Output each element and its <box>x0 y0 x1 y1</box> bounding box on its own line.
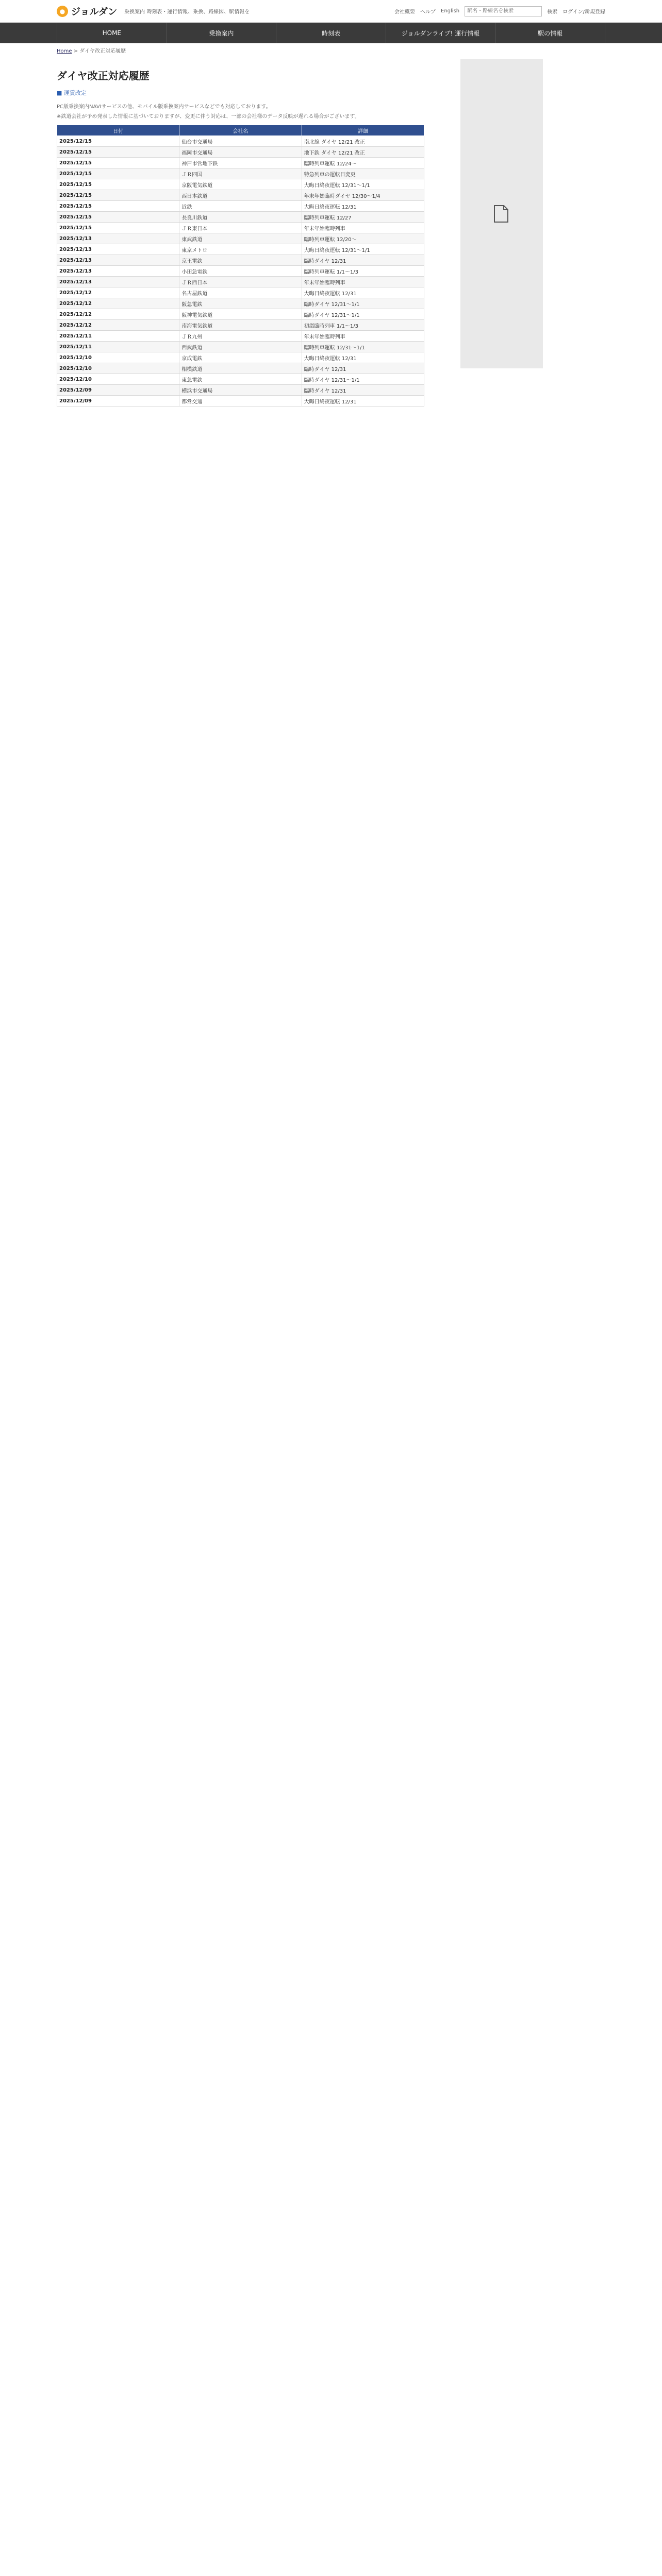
row-company: 西日本鉄道 <box>179 190 302 201</box>
document-icon <box>493 205 509 223</box>
nav-live[interactable]: ジョルダンライブ! 運行情報 <box>386 23 496 43</box>
search-button[interactable]: 検索 <box>547 9 558 15</box>
top-header <box>0 0 662 23</box>
table-row <box>57 331 424 342</box>
header-detail: 詳細 <box>302 125 424 136</box>
row-detail: 臨時ダイヤ 12/31～1/1 <box>302 309 424 320</box>
row-company: ＪＲ九州 <box>179 331 302 342</box>
row-date: 2025/12/13 <box>57 266 179 277</box>
tagline: 乗換案内 時刻表・運行情報、乗換、路線図、駅情報を <box>124 9 250 15</box>
row-detail: 地下鉄 ダイヤ 12/21 改正 <box>302 147 424 158</box>
row-date: 2025/12/13 <box>57 244 179 255</box>
table-row <box>57 147 424 158</box>
row-detail: 大晦日終夜運転 12/31～1/1 <box>302 179 424 190</box>
row-detail: 臨時列車運転 12/20～ <box>302 233 424 244</box>
table-row <box>57 385 424 396</box>
sidebar <box>460 57 543 415</box>
nav-home[interactable]: HOME <box>57 23 167 43</box>
row-company: 福岡市交通局 <box>179 147 302 158</box>
header-date: 日付 <box>57 125 179 136</box>
row-company: 仙台市交通局 <box>179 136 302 147</box>
row-date: 2025/12/15 <box>57 212 179 223</box>
nav-station[interactable]: 駅の情報 <box>495 23 605 43</box>
row-detail: 年末年始臨時ダイヤ 12/30～1/4 <box>302 190 424 201</box>
row-date: 2025/12/15 <box>57 179 179 190</box>
logo-icon: ● <box>57 6 68 17</box>
row-date: 2025/12/10 <box>57 352 179 363</box>
table-row <box>57 201 424 212</box>
row-company: ＪＲ四国 <box>179 168 302 179</box>
row-company: 小田急電鉄 <box>179 266 302 277</box>
breadcrumb <box>0 43 662 57</box>
row-date: 2025/12/09 <box>57 396 179 406</box>
table-row <box>57 287 424 298</box>
row-detail: 大晦日終夜運転 12/31～1/1 <box>302 244 424 255</box>
note-1: PC版乗換案内NAVIサービスの他、モバイル版乗換案内サービスなどでも対応しております。 <box>57 104 271 110</box>
tail-note <box>57 406 424 415</box>
row-company: 名古屋鉄道 <box>179 287 302 298</box>
row-date: 2025/12/15 <box>57 147 179 158</box>
table-row <box>57 277 424 287</box>
row-detail: 大晦日終夜運転 12/31 <box>302 352 424 363</box>
table-row <box>57 266 424 277</box>
ad-banner[interactable] <box>460 59 543 368</box>
row-company: 西武鉄道 <box>179 342 302 352</box>
row-date: 2025/12/10 <box>57 363 179 374</box>
row-date: 2025/12/13 <box>57 277 179 287</box>
fare-revision-link[interactable]: ■ 運賃改定 <box>57 90 87 96</box>
row-detail: 臨時列車運転 12/24～ <box>302 158 424 168</box>
row-date: 2025/12/15 <box>57 136 179 147</box>
table-row <box>57 190 424 201</box>
row-date: 2025/12/11 <box>57 342 179 352</box>
breadcrumb-current: ダイヤ改正対応履歴 <box>79 48 126 54</box>
logo-text: ジョルダン <box>71 6 118 18</box>
main-content <box>57 57 424 415</box>
row-company: 長良川鉄道 <box>179 212 302 223</box>
row-company: 神戸市営地下鉄 <box>179 158 302 168</box>
table-row <box>57 179 424 190</box>
row-detail: 臨時ダイヤ 12/31 <box>302 385 424 396</box>
table-row <box>57 374 424 385</box>
row-company: 横浜市交通局 <box>179 385 302 396</box>
row-detail: 大晦日終夜運転 12/31 <box>302 201 424 212</box>
row-date: 2025/12/15 <box>57 158 179 168</box>
row-company: 南海電気鉄道 <box>179 320 302 331</box>
row-detail: 大晦日終夜運転 12/31 <box>302 287 424 298</box>
row-company: 京王電鉄 <box>179 255 302 266</box>
table-row <box>57 309 424 320</box>
row-detail: 大晦日終夜運転 12/31 <box>302 396 424 406</box>
note-2: ※鉄道会社が予め発表した情報に基づいておりますが、変更に伴う対応は、一部の会社様のデータ反映が遅れる場合がございます。 <box>57 114 360 120</box>
row-detail: 南北線 ダイヤ 12/21 改正 <box>302 136 424 147</box>
row-detail: 特急列車の運転日変更 <box>302 168 424 179</box>
row-detail: 臨時列車運転 1/1～1/3 <box>302 266 424 277</box>
row-detail: 初詣臨時列車 1/1～1/3 <box>302 320 424 331</box>
table-row <box>57 212 424 223</box>
row-detail: 臨時ダイヤ 12/31 <box>302 255 424 266</box>
row-date: 2025/12/12 <box>57 287 179 298</box>
row-date: 2025/12/15 <box>57 223 179 233</box>
nav-route[interactable]: 乗換案内 <box>167 23 277 43</box>
mypage-link[interactable]: ログイン/新規登録 <box>562 9 605 15</box>
table-row <box>57 244 424 255</box>
header-company: 会社名 <box>179 125 302 136</box>
row-company: 東武鉄道 <box>179 233 302 244</box>
row-company: 東急電鉄 <box>179 374 302 385</box>
table-row <box>57 320 424 331</box>
row-detail: 臨時ダイヤ 12/31～1/1 <box>302 374 424 385</box>
row-company: 阪神電気鉄道 <box>179 309 302 320</box>
row-detail: 年末年始臨時列車 <box>302 331 424 342</box>
row-date: 2025/12/15 <box>57 201 179 212</box>
main-nav <box>0 23 662 43</box>
top-links <box>394 6 605 16</box>
table-row <box>57 223 424 233</box>
row-date: 2025/12/13 <box>57 233 179 244</box>
row-detail: 年末年始臨時列車 <box>302 277 424 287</box>
page-title: ダイヤ改正対応履歴 <box>57 70 150 82</box>
table-row <box>57 168 424 179</box>
row-company: 都営交通 <box>179 396 302 406</box>
row-detail: 臨時列車運転 12/27 <box>302 212 424 223</box>
row-date: 2025/12/12 <box>57 320 179 331</box>
row-company: 相模鉄道 <box>179 363 302 374</box>
table-row <box>57 298 424 309</box>
revision-table <box>57 125 424 406</box>
row-detail: 臨時ダイヤ 12/31 <box>302 363 424 374</box>
row-company: 阪急電鉄 <box>179 298 302 309</box>
row-date: 2025/12/12 <box>57 298 179 309</box>
row-company: ＪＲ西日本 <box>179 277 302 287</box>
table-row <box>57 233 424 244</box>
row-detail: 臨時ダイヤ 12/31～1/1 <box>302 298 424 309</box>
row-detail: 臨時列車運転 12/31～1/1 <box>302 342 424 352</box>
breadcrumb-separator: > <box>72 48 80 54</box>
table-row <box>57 158 424 168</box>
row-date: 2025/12/15 <box>57 190 179 201</box>
nav-timetable[interactable]: 時刻表 <box>276 23 386 43</box>
row-company: 東京メトロ <box>179 244 302 255</box>
table-row <box>57 363 424 374</box>
row-detail: 年末年始臨時列車 <box>302 223 424 233</box>
search-input[interactable] <box>465 6 542 16</box>
top-link-help[interactable]: ヘルプ <box>420 9 436 15</box>
table-row <box>57 352 424 363</box>
row-company: 京阪電気鉄道 <box>179 179 302 190</box>
row-date: 2025/12/10 <box>57 374 179 385</box>
table-row <box>57 136 424 147</box>
row-date: 2025/12/13 <box>57 255 179 266</box>
table-row <box>57 396 424 406</box>
logo[interactable] <box>57 5 117 18</box>
top-link-company[interactable]: 会社概要 <box>394 9 416 15</box>
row-date: 2025/12/15 <box>57 168 179 179</box>
row-company: ＪＲ東日本 <box>179 223 302 233</box>
breadcrumb-home[interactable]: Home <box>57 48 72 54</box>
row-date: 2025/12/09 <box>57 385 179 396</box>
row-date: 2025/12/12 <box>57 309 179 320</box>
table-row <box>57 342 424 352</box>
row-company: 京成電鉄 <box>179 352 302 363</box>
row-company: 近鉄 <box>179 201 302 212</box>
table-row <box>57 255 424 266</box>
row-date: 2025/12/11 <box>57 331 179 342</box>
top-link-english[interactable]: English <box>441 8 460 14</box>
